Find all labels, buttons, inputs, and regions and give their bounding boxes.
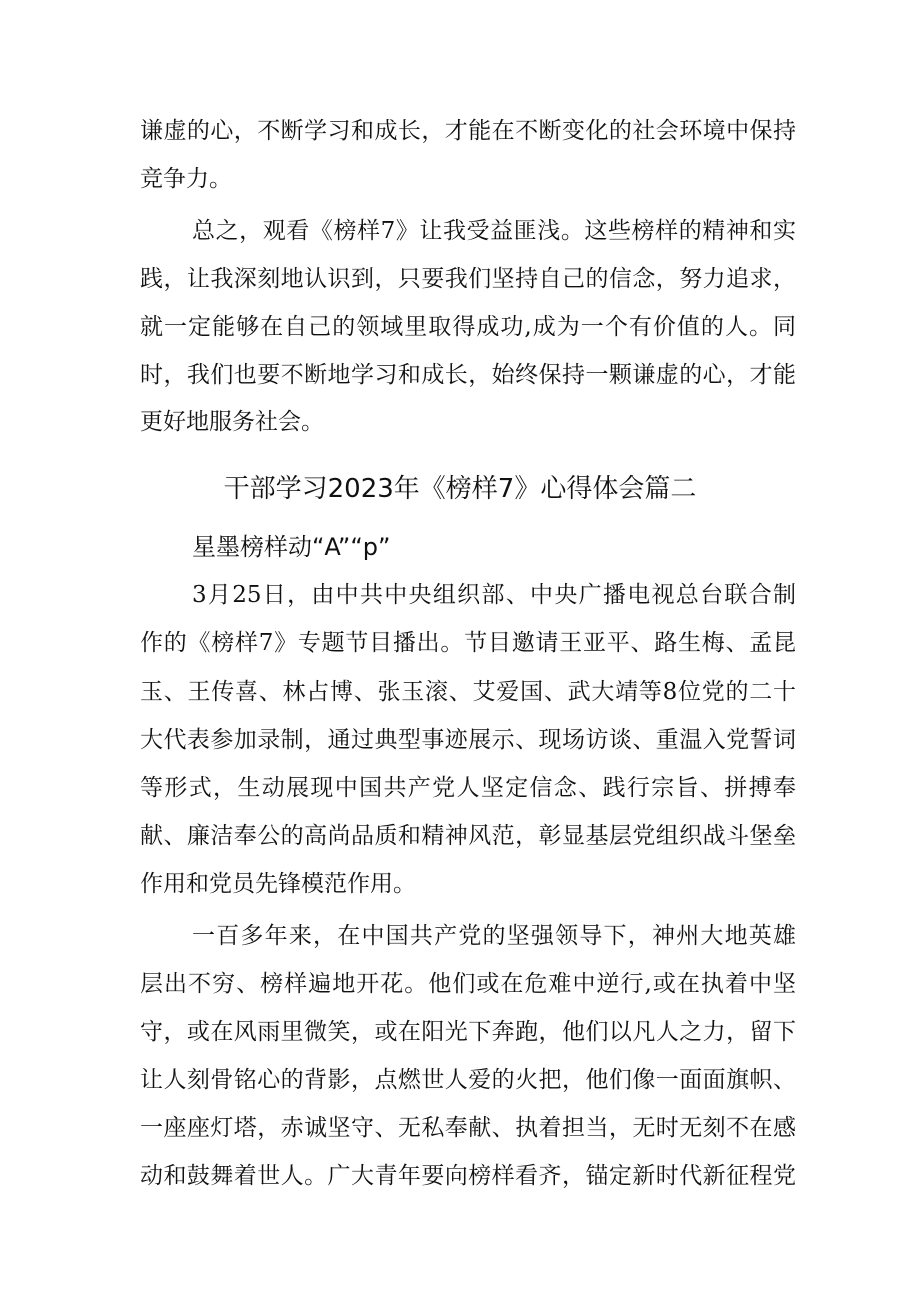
paragraph-line: 谦虚的心，不断学习和成长，才能在不断变化的社会环境中保持 — [140, 118, 796, 144]
paragraph-line: 作的《榜样7》专题节目播出。节目邀请王亚平、路生梅、孟昆 — [140, 630, 796, 656]
paragraph-line: 总之，观看《榜样7》让我受益匪浅。这些榜样的精神和实 — [192, 218, 796, 244]
paragraph-line: 守，或在风雨里微笑，或在阳光下奔跑，他们以凡人之力，留下 — [140, 1019, 796, 1045]
paragraph-line: 一百多年来，在中国共产党的坚强领导下，神州大地英雄 — [192, 923, 796, 949]
paragraph-line: 层出不穷、榜样遍地开花。他们或在危难中逆行,或在执着中坚 — [140, 971, 796, 997]
paragraph-line: 更好地服务社会。 — [140, 409, 324, 435]
section-heading: 干部学习2023年《榜样7》心得体会篇二 — [223, 474, 697, 504]
paragraph-line: 作用和党员先锋模范作用。 — [140, 871, 416, 897]
paragraph-line: 3月25日，由中共中央组织部、中央广播电视总台联合制 — [192, 582, 796, 608]
paragraph-line: 大代表参加录制，通过典型事迹展示、现场访谈、重温入党誓词 — [140, 727, 796, 753]
paragraph-line: 一座座灯塔，赤诚坚守、无私奉献、执着担当，无时无刻不在感 — [140, 1115, 796, 1141]
paragraph-line: 时，我们也要不断地学习和成长，始终保持一颗谦虚的心，才能 — [140, 362, 796, 388]
paragraph-line: 玉、王传喜、林占博、张玉滚、艾爱国、武大靖等8位党的二十 — [140, 679, 796, 705]
paragraph-line: 动和鼓舞着世人。广大青年要向榜样看齐，锚定新时代新征程党 — [140, 1163, 796, 1189]
paragraph-line: 等形式，生动展现中国共产党人坚定信念、践行宗旨、拼搏奉 — [140, 775, 796, 801]
paragraph-line: 践，让我深刻地认识到，只要我们坚持自己的信念，努力追求， — [140, 266, 796, 292]
paragraph-line: 让人刻骨铭心的背影，点燃世人爱的火把，他们像一面面旗帜、 — [140, 1067, 796, 1093]
section-subheading: 星墨榜样动“A”“p” — [192, 533, 391, 561]
paragraph-line: 竞争力。 — [140, 166, 232, 192]
paragraph-line: 献、廉洁奉公的高尚品质和精神风范，彰显基层党组织战斗堡垒 — [140, 823, 796, 849]
paragraph-line: 就一定能够在自己的领域里取得成功,成为一个有价值的人。同 — [140, 314, 796, 340]
